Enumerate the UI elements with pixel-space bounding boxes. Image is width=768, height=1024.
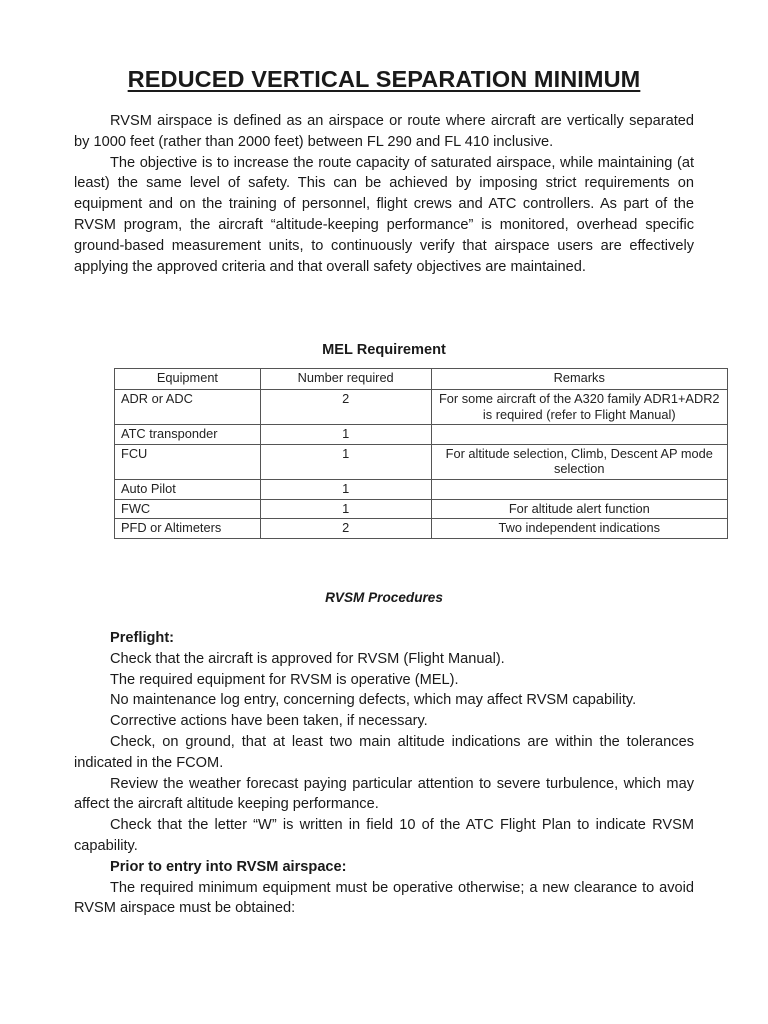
cell-remarks	[431, 479, 727, 499]
procedures-caption: RVSM Procedures	[325, 590, 443, 605]
entry-item: The required minimum equipment must be operative otherwise; a new clearance to avoid RVSM airspace must be obtained:	[74, 879, 694, 917]
table-row	[115, 425, 728, 445]
procedures-section	[74, 628, 694, 919]
mel-caption: MEL Requirement	[322, 342, 446, 358]
cell-remarks: For altitude selection, Climb, Descent AP mode selection	[431, 444, 727, 479]
cell-number: 2	[260, 390, 431, 425]
cell-number: 1	[260, 425, 431, 445]
preflight-item: Check, on ground, that at least two main altitude indications are within the tolerances indicated in the FCOM.	[74, 733, 694, 771]
cell-equipment: FWC	[115, 499, 261, 519]
cell-equipment: FCU	[115, 444, 261, 479]
cell-number: 2	[260, 519, 431, 539]
table-row	[115, 519, 728, 539]
cell-remarks: For some aircraft of the A320 family ADR1+ADR2 is required (refer to Flight Manual)	[431, 390, 727, 425]
intro-paragraph-1: RVSM airspace is defined as an airspace or route where aircraft are vertically separated by 1000 feet (rather than 2000 feet) between FL 290 and FL 410 inclusive.	[74, 113, 694, 150]
preflight-item: Corrective actions have been taken, if necessary.	[110, 713, 428, 730]
cell-equipment: Auto Pilot	[115, 479, 261, 499]
preflight-item: Check that the letter “W” is written in field 10 of the ATC Flight Plan to indicate RVSM capability.	[74, 817, 694, 854]
table-row	[115, 444, 728, 479]
preflight-heading: Preflight:	[110, 630, 175, 646]
cell-number: 1	[260, 499, 431, 519]
mel-table	[114, 368, 728, 539]
cell-equipment: ATC transponder	[115, 425, 261, 445]
table-header-row	[115, 369, 728, 390]
preflight-item: Check that the aircraft is approved for RVSM (Flight Manual).	[110, 650, 505, 667]
table-row	[115, 479, 728, 499]
cell-number: 1	[260, 479, 431, 499]
cell-equipment: ADR or ADC	[115, 390, 261, 425]
preflight-item: Review the weather forecast paying particular attention to severe turbulence, which may affect the aircraft altitude keeping performance.	[74, 775, 694, 813]
cell-remarks: Two independent indications	[431, 519, 727, 539]
header-number-required: Number required	[260, 369, 431, 390]
page-title: REDUCED VERTICAL SEPARATION MINIMUM	[127, 66, 641, 92]
table-row	[115, 499, 728, 519]
header-equipment: Equipment	[115, 369, 261, 390]
cell-equipment: PFD or Altimeters	[115, 519, 261, 539]
cell-remarks: For altitude alert function	[431, 499, 727, 519]
cell-remarks	[431, 425, 727, 445]
header-remarks: Remarks	[431, 369, 727, 390]
cell-number: 1	[260, 444, 431, 479]
preflight-item: The required equipment for RVSM is operative (MEL).	[110, 671, 459, 688]
intro-paragraph-2: The objective is to increase the route capacity of saturated airspace, while maintaining (at least) the same level of safety. This can be achieved by imposing strict requirements on equipment and on the training of personnel, flight crews and ATC controllers. As part of the RVSM program, the aircraft “altitude-keeping performance” is monitored, overhead specific ground-based measurement units, to continuously verify that airspace users are effectively applying the approved criteria and that overall safety objectives are maintained.	[74, 154, 694, 275]
table-row	[115, 390, 728, 425]
entry-heading: Prior to entry into RVSM airspace:	[110, 858, 347, 875]
intro-section	[74, 111, 694, 277]
preflight-item: No maintenance log entry, concerning defects, which may affect RVSM capability.	[110, 692, 637, 709]
